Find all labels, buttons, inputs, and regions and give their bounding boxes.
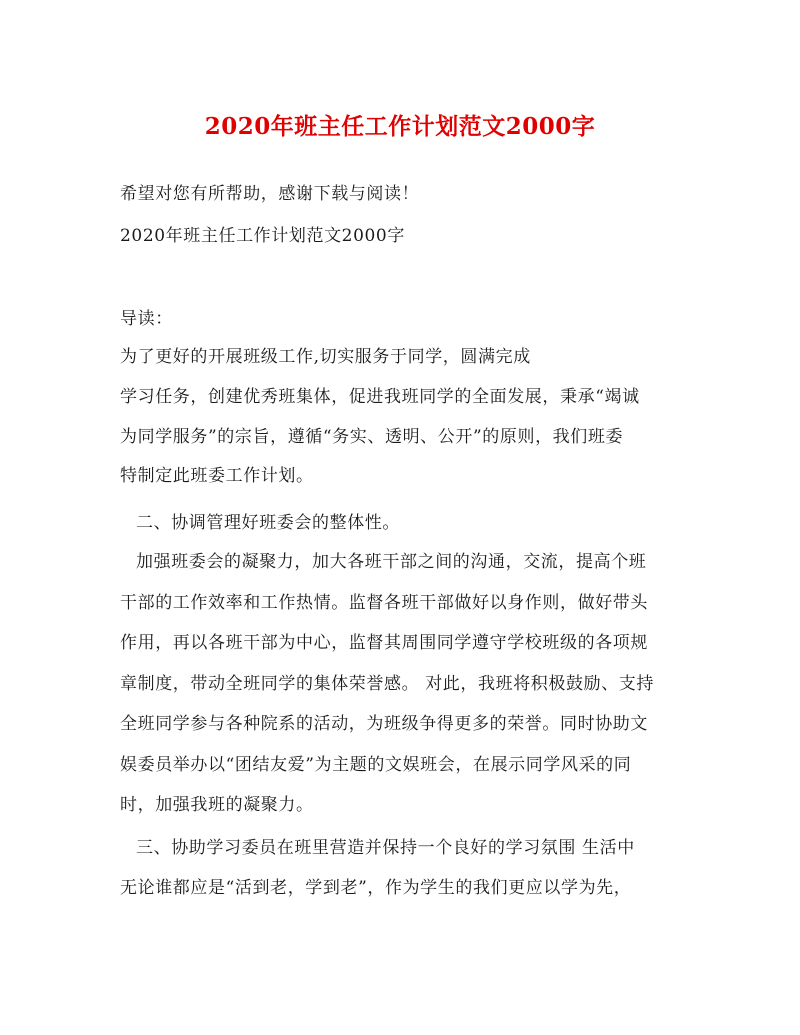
subtitle-line: 2020年班主任工作计划范文2000字 xyxy=(120,226,405,246)
paragraph-line: 章制度，带动全班同学的集体荣誉感。 对此，我班将积极鼓励、支持 xyxy=(120,674,655,694)
paragraph-line: 干部的工作效率和工作热情。监督各班干部做好以身作则，做好带头 xyxy=(120,593,648,613)
paragraph-line: 为了更好的开展班级工作,切实服务于同学，圆满完成 xyxy=(120,347,531,367)
paragraph-line: 作用，再以各班干部为中心，监督其周围同学遵守学校班级的各项规 xyxy=(120,633,648,653)
section-heading-2: 二、协调管理好班委会的整体性。 xyxy=(136,513,400,533)
section-heading-3: 三、协助学习委员在班里营造并保持一个良好的学习氛围 生活中 xyxy=(136,838,635,858)
paragraph-line: 加强班委会的凝聚力，加大各班干部之间的沟通，交流，提高个班 xyxy=(136,552,647,572)
lead-label: 导读： xyxy=(120,309,173,329)
intro-line: 希望对您有所帮助，感谢下载与阅读！ xyxy=(120,184,420,204)
document-title: 2020年班主任工作计划范文2000字 xyxy=(204,113,596,140)
paragraph-line: 特制定此班委工作计划。 xyxy=(120,466,314,486)
paragraph-line: 时，加强我班的凝聚力。 xyxy=(120,795,314,815)
paragraph-line: 娱委员举办以“团结友爱”为主题的文娱班会，在展示同学风采的同 xyxy=(120,755,632,775)
paragraph-line: 无论谁都应是“活到老，学到老”，作为学生的我们更应以学为先， xyxy=(120,878,632,898)
paragraph-line: 学习任务，创建优秀班集体，促进我班同学的全面发展，秉承“竭诚 xyxy=(120,387,640,407)
paragraph-line: 为同学服务”的宗旨，遵循“务实、透明、公开”的原则，我们班委 xyxy=(120,427,624,447)
paragraph-line: 全班同学参与各种院系的活动，为班级争得更多的荣誉。同时协助文 xyxy=(120,714,648,734)
